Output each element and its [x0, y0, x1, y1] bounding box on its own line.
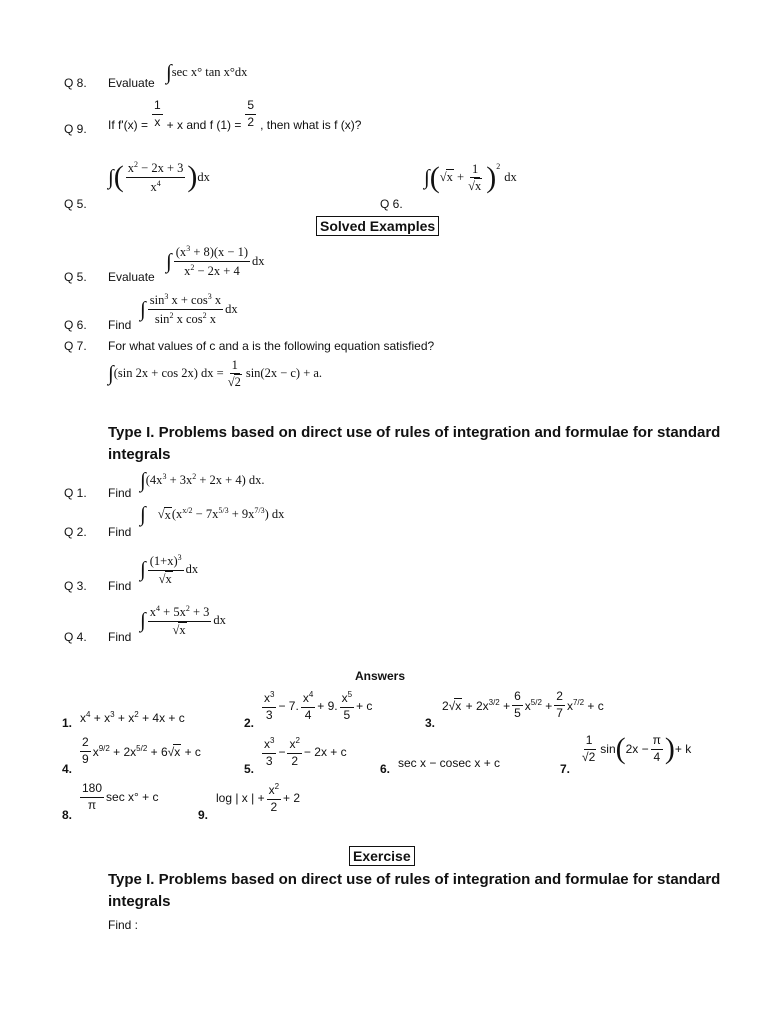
- answer-expression: $\frac{x^3}{3}$ − 7. $\frac{x^4}{4}$ + 9. $\frac{x^5}{5}$ + c: [264, 690, 373, 722]
- question-text-part: + x and f (1) =: [166, 118, 242, 132]
- question-text: Find: [108, 486, 132, 500]
- answer-expression: $\frac{2}{9}$ $x^{9/2} + 2x^{5/2} + 6√x + c$: [82, 735, 201, 766]
- answer-number: 3.: [425, 716, 436, 730]
- question-text: [108, 96, 361, 132]
- fraction: $\frac{5}{2}$: [247, 97, 255, 129]
- integral-expression: ∫ $\frac{(1+x)^3}{√x}$ dx: [140, 553, 199, 586]
- integrand: sec x° tan x°dx: [171, 65, 248, 79]
- question-text: Find: [108, 525, 132, 539]
- question-number: Q 9.: [64, 122, 87, 136]
- answer-expression: $x^4 + x^3 + x^2 + 4x + c$: [80, 710, 185, 725]
- question-text: Evaluate: [108, 270, 155, 284]
- question-number: Q 1.: [64, 486, 87, 500]
- answer-expression: log | x | + $\frac{x^2}{2}$ + 2: [216, 782, 301, 814]
- integral-expression: ∫ $\frac{\sin^3 x + \cos^3 x}{\sin^2 x \cos^2 x}$ dx: [140, 292, 238, 326]
- answer-expression: $\frac{180}{\pi}$ sec x° + c: [82, 781, 159, 812]
- question-text: Find: [108, 318, 132, 332]
- question-text-part: If f'(x) =: [108, 118, 148, 132]
- answer-expression: $2√x + 2x^{3/2}$ + $\frac{6}{5}$ $x^{5/2}$ + $\frac{2}{7}$ $x^{7/2} + c$: [442, 689, 604, 720]
- type-title: Type I. Problems based on direct use of rules of integration and formulae for standard integrals: [108, 871, 721, 910]
- answer-number: 9.: [198, 808, 209, 822]
- integral-expression: ∫ $\frac{x^4 + 5x^2 + 3}{√x}$ dx: [140, 604, 226, 637]
- answer-expression: $\frac{1}{√2}$ sin ( 2x − $\frac{\pi}{4}$ ) + k: [582, 732, 692, 766]
- question-number: Q 2.: [64, 525, 87, 539]
- question-text-part: , then what is f (x)?: [260, 118, 362, 132]
- question-number: Q 7.: [64, 339, 87, 353]
- question-number: Q 5.: [64, 197, 87, 211]
- answer-number: 6.: [380, 762, 391, 776]
- integral-expression: [166, 62, 247, 83]
- integral-expression: ∫ ( $\frac{x^2 - 2x + 3}{x^4}$ ) dx: [108, 160, 210, 194]
- answers-heading: Answers: [355, 669, 406, 683]
- equation: ∫ (sin 2x + cos 2x) dx = $\frac{1}{√2}$ sin(2x − c) + a.: [108, 358, 323, 390]
- question-text: Evaluate: [108, 76, 155, 90]
- integral-expression: ∫ $(4x^3 + 3x^2 + 2x + 4)$ dx.: [140, 468, 265, 492]
- question-number: Q 4.: [64, 630, 87, 644]
- answer-expression: sec x − cosec x + c: [398, 756, 501, 770]
- section-heading: Solved Examples: [316, 216, 439, 236]
- type-title: Type I. Problems based on direct use of rules of integration and formulae for standard integrals: [108, 424, 721, 463]
- answer-number: 4.: [62, 762, 73, 776]
- find-label: Find :: [108, 918, 139, 932]
- question-text: Find: [108, 630, 132, 644]
- integral-expression: ∫ ( √x + $\frac{1}{√x}$ ) $^2$ dx: [424, 160, 517, 194]
- question-text: For what values of c and a is the following equation satisfied?: [108, 339, 435, 353]
- fraction: $\frac{1}{x}$: [153, 97, 161, 129]
- answer-expression: $\frac{x^3}{3}$ − $\frac{x^2}{2}$ − 2x + c: [264, 736, 347, 768]
- question-number: Q 6.: [64, 318, 87, 332]
- answer-number: 8.: [62, 808, 73, 822]
- question-text: Find: [108, 579, 132, 593]
- integral-sign: ∫: [166, 60, 172, 84]
- answer-number: 1.: [62, 716, 73, 730]
- question-number: Q 5.: [64, 270, 87, 284]
- integral-expression: ∫ $\frac{(x^3 + 8)(x - 1)}{x^2 - 2x + 4}$ dx: [166, 244, 265, 278]
- question-number: Q 8.: [64, 76, 87, 90]
- answer-number: 2.: [244, 716, 255, 730]
- question-number: Q 3.: [64, 579, 87, 593]
- section-heading: Exercise: [349, 846, 415, 866]
- answer-number: 7.: [560, 762, 571, 776]
- answer-number: 5.: [244, 762, 255, 776]
- integral-expression: ∫ $√x(x^{x/2} - 7x^{5/3} + 9x^{7/3})$ dx: [140, 502, 285, 526]
- question-number: Q 6.: [380, 197, 403, 211]
